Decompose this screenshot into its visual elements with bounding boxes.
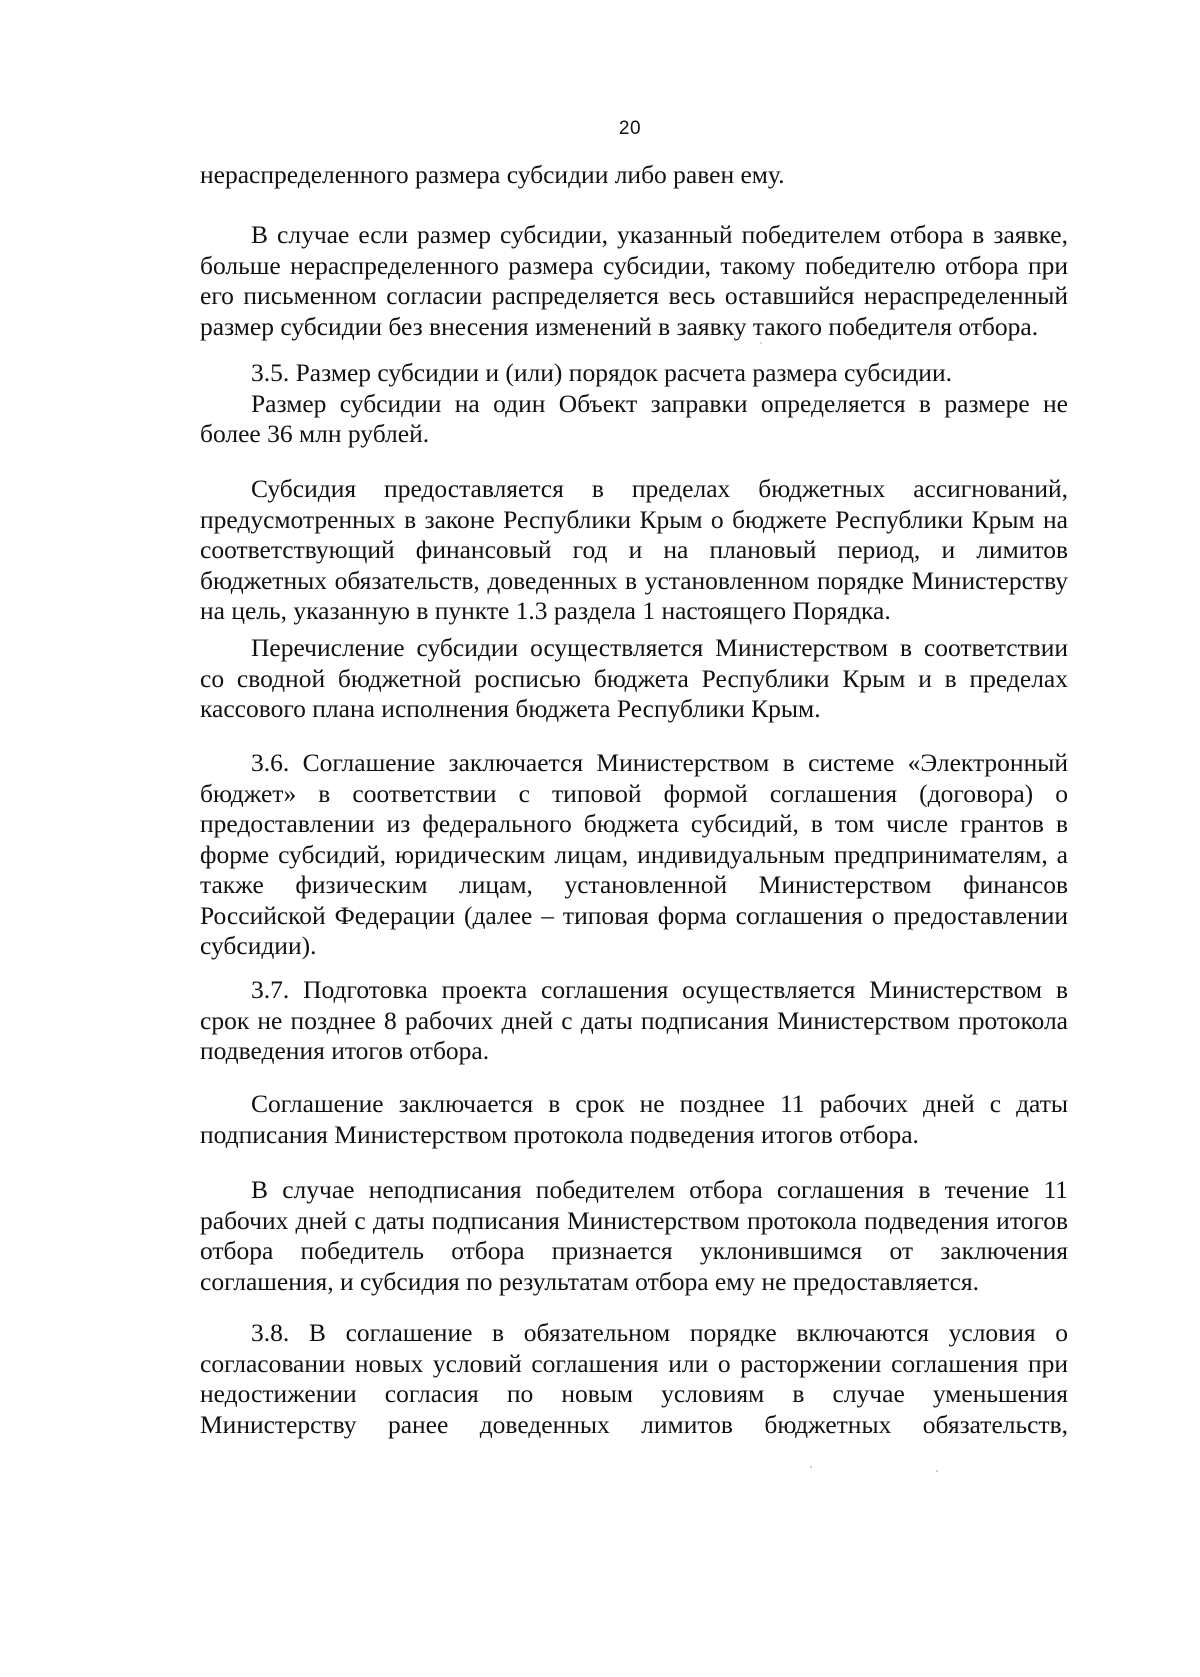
section-3-8: [200, 1318, 1068, 1440]
continuation-paragraph: [200, 160, 1068, 191]
scan-speck: [810, 1466, 812, 1468]
paragraph-text: Субсидия предоставляется в пределах бюджетных ассигнований, предусмотренных в законе Республики Крым о бюджете Республики Крым на соответствующий финансовый год и на плановый период, и лимитов бюджетных обязательств, доведенных в установленном порядке Министерству на цель, указанную в пункте 1.3 раздела 1 настоящего Порядка.: [200, 474, 1068, 625]
paragraph-text: 3.6. Соглашение заключается Министерством в системе «Электронный бюджет» в соответствии с типовой формой соглашения (договора) о предоставлении из федерального бюджета субсидий, в том числе грантов в форме субсидий, юридическим лицам, индивидуальным предпринимателям, а также физическим лицам, установленной Министерством финансов Российской Федерации (далее – типовая форма соглашения о предоставлении субсидии).: [200, 748, 1068, 960]
paragraph-text: Соглашение заключается в срок не позднее 11 рабочих дней с даты подписания Министерством протокола подведения итогов отбора.: [200, 1089, 1068, 1149]
paragraph-text: В случае если размер субсидии, указанный победителем отбора в заявке, больше нераспределенного размера субсидии, такому победителю отбора при его письменном согласии распределяется весь оставшийся нераспределенный размер субсидии без внесения изменений в заявку такого победителя отбора.: [200, 220, 1068, 341]
section-3-5: [200, 358, 1068, 450]
paragraph-text: Перечисление субсидии осуществляется Министерством в соответствии со сводной бюджетной росписью бюджета Республики Крым и в пределах кассового плана исполнения бюджета Республики Крым.: [200, 633, 1068, 723]
transfer-paragraph: [200, 633, 1068, 725]
winner-case-paragraph: [200, 220, 1068, 342]
paragraph-text: В случае неподписания победителем отбора соглашения в течение 11 рабочих дней с даты подписания Министерством протокола подведения итогов отбора победитель отбора признается уклонившимся от заключения соглашения, и субсидия по результатам отбора ему не предоставляется.: [200, 1175, 1068, 1296]
non-signing-paragraph: [200, 1175, 1068, 1297]
section-heading: 3.5. Размер субсидии и (или) порядок расчета размера субсидии.: [251, 358, 952, 387]
paragraph-text: 3.8. В соглашение в обязательном порядке включаются условия о согласовании новых условий соглашения или о расторжении соглашения при недостижении согласия по новым условиям в случае уменьшения Министерству ранее доведенных лимитов бюджетных обязательств,: [200, 1318, 1068, 1439]
budget-limits-paragraph: [200, 474, 1068, 627]
paragraph-text: 3.7. Подготовка проекта соглашения осуществляется Министерством в срок не позднее 8 рабочих дней с даты подписания Министерством протокола подведения итогов отбора.: [200, 975, 1068, 1065]
agreement-deadline-paragraph: [200, 1089, 1068, 1150]
paragraph-text: Размер субсидии на один Объект заправки определяется в размере не более 36 млн рублей.: [200, 388, 1068, 448]
scan-speck: [936, 1470, 938, 1472]
section-3-7: [200, 975, 1068, 1067]
section-3-6: [200, 748, 1068, 962]
page-number: 20: [618, 118, 642, 139]
scan-speck: [760, 342, 762, 344]
paragraph-text: нераспределенного размера субсидии либо равен ему.: [200, 160, 785, 189]
